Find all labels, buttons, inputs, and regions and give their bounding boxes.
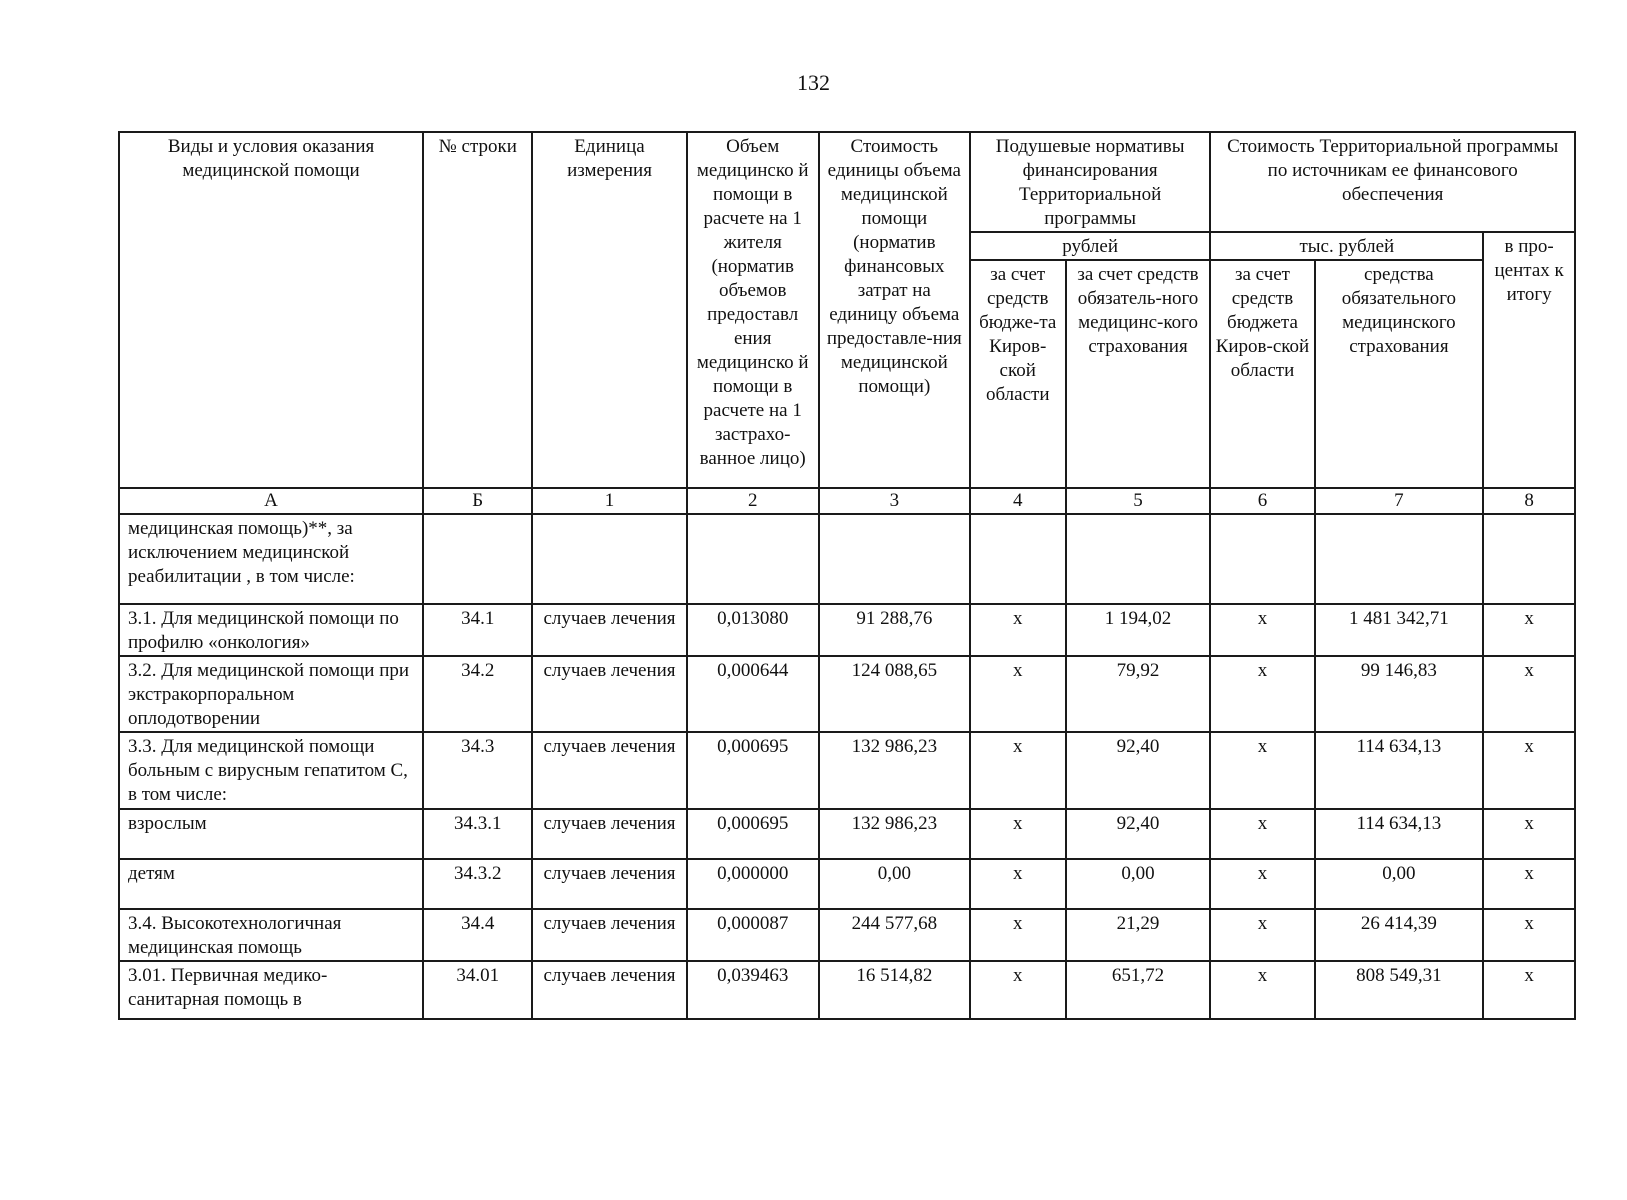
header-col-5: за счет средств обязатель-ного медицинс-кого страхования	[1066, 260, 1211, 488]
cell-oms-per-capita: 79,92	[1066, 656, 1211, 732]
cell-name: детям	[119, 859, 423, 909]
cell-oms-per-capita: 651,72	[1066, 961, 1211, 1019]
header-col-6: за счет средств бюджета Киров-ской области	[1210, 260, 1314, 488]
cell-budget-per-capita: х	[970, 961, 1066, 1019]
cell-oms-per-capita	[1066, 514, 1211, 604]
cell-budget-per-capita: х	[970, 604, 1066, 656]
table-row	[119, 604, 1575, 656]
cell-volume: 0,000644	[687, 656, 819, 732]
cell-oms-total: 114 634,13	[1315, 809, 1484, 859]
cell-line-number: 34.01	[423, 961, 532, 1019]
column-number: 4	[970, 488, 1066, 514]
cell-budget-total: х	[1210, 604, 1314, 656]
cell-budget-total: х	[1210, 909, 1314, 961]
cell-unit: случаев лечения	[532, 909, 686, 961]
cell-percent: х	[1483, 732, 1575, 809]
cell-name: 3.1. Для медицинской помощи по профилю «онкология»	[119, 604, 423, 656]
header-col-b: № строки	[423, 132, 532, 488]
cell-oms-total: 99 146,83	[1315, 656, 1484, 732]
header-col-4: за счет средств бюдже-та Киров-ской области	[970, 260, 1066, 488]
cell-percent: х	[1483, 604, 1575, 656]
table-row	[119, 514, 1575, 604]
cell-unit: случаев лечения	[532, 859, 686, 909]
cell-oms-per-capita: 21,29	[1066, 909, 1211, 961]
cell-oms-per-capita: 92,40	[1066, 732, 1211, 809]
cell-volume: 0,000695	[687, 809, 819, 859]
column-number: 7	[1315, 488, 1484, 514]
header-col-2: Объем медицинско й помощи в расчете на 1 жителя (норматив объемов предоставл ения медицинско й помощи в расчете на 1 застрахо-ванное лицо)	[687, 132, 819, 488]
header-col-3: Стоимость единицы объема медицинской помощи (норматив финансовых затрат на единицу объема предоставле-ния медицинской помощи)	[819, 132, 970, 488]
cell-unit-cost: 0,00	[819, 859, 970, 909]
cell-oms-total	[1315, 514, 1484, 604]
cell-line-number: 34.3.1	[423, 809, 532, 859]
cell-percent: х	[1483, 809, 1575, 859]
cell-percent: х	[1483, 859, 1575, 909]
cell-unit: случаев лечения	[532, 604, 686, 656]
cell-volume: 0,000087	[687, 909, 819, 961]
column-number: 3	[819, 488, 970, 514]
cell-budget-total: х	[1210, 961, 1314, 1019]
column-number: А	[119, 488, 423, 514]
column-number: Б	[423, 488, 532, 514]
cell-oms-per-capita: 0,00	[1066, 859, 1211, 909]
cell-budget-total: х	[1210, 732, 1314, 809]
table-row	[119, 961, 1575, 1019]
header-unit-thousand-rubles: тыс. рублей	[1210, 232, 1483, 260]
column-number: 1	[532, 488, 686, 514]
cell-unit: случаев лечения	[532, 961, 686, 1019]
cell-percent: х	[1483, 656, 1575, 732]
table-row	[119, 732, 1575, 809]
header-col-8: в про-центах к итогу	[1483, 232, 1575, 488]
cell-line-number: 34.1	[423, 604, 532, 656]
cell-volume	[687, 514, 819, 604]
cell-oms-total: 808 549,31	[1315, 961, 1484, 1019]
cell-name: 3.4. Высокотехнологичная медицинская помощь	[119, 909, 423, 961]
cell-percent: х	[1483, 909, 1575, 961]
cell-unit-cost	[819, 514, 970, 604]
header-group-cost: Стоимость Территориальной программы по источникам ее финансового обеспечения	[1210, 132, 1575, 232]
column-number: 6	[1210, 488, 1314, 514]
cell-unit-cost: 244 577,68	[819, 909, 970, 961]
cell-line-number	[423, 514, 532, 604]
cell-budget-per-capita: х	[970, 732, 1066, 809]
cell-name: 3.3. Для медицинской помощи больным с вирусным гепатитом С, в том числе:	[119, 732, 423, 809]
cell-oms-total: 1 481 342,71	[1315, 604, 1484, 656]
table-row	[119, 809, 1575, 859]
cell-name: 3.01. Первичная медико-санитарная помощь в	[119, 961, 423, 1019]
cell-volume: 0,000000	[687, 859, 819, 909]
page-number: 132	[797, 70, 830, 95]
cell-line-number: 34.3	[423, 732, 532, 809]
cell-unit-cost: 132 986,23	[819, 809, 970, 859]
cell-name: медицинская помощь)**, за исключением медицинской реабилитации , в том числе:	[119, 514, 423, 604]
header-col-7: средства обязательного медицинского страхования	[1315, 260, 1484, 488]
cell-budget-total: х	[1210, 656, 1314, 732]
table-row	[119, 909, 1575, 961]
cell-oms-total: 26 414,39	[1315, 909, 1484, 961]
cell-budget-per-capita: х	[970, 809, 1066, 859]
cell-unit	[532, 514, 686, 604]
cell-percent: х	[1483, 961, 1575, 1019]
cell-budget-per-capita	[970, 514, 1066, 604]
column-numbers-row	[119, 488, 1575, 514]
cell-volume: 0,000695	[687, 732, 819, 809]
cell-line-number: 34.3.2	[423, 859, 532, 909]
header-col-a: Виды и условия оказания медицинской помощи	[119, 132, 423, 488]
cell-line-number: 34.4	[423, 909, 532, 961]
financing-table	[118, 131, 1576, 1020]
cell-budget-total: х	[1210, 859, 1314, 909]
column-number: 5	[1066, 488, 1211, 514]
cell-unit-cost: 16 514,82	[819, 961, 970, 1019]
header-col-1: Единица измерения	[532, 132, 686, 488]
cell-volume: 0,013080	[687, 604, 819, 656]
column-number: 8	[1483, 488, 1575, 514]
table-body	[119, 514, 1575, 1019]
column-number: 2	[687, 488, 819, 514]
cell-oms-total: 114 634,13	[1315, 732, 1484, 809]
cell-budget-per-capita: х	[970, 859, 1066, 909]
cell-line-number: 34.2	[423, 656, 532, 732]
cell-percent	[1483, 514, 1575, 604]
cell-unit-cost: 124 088,65	[819, 656, 970, 732]
header-group-per-capita: Подушевые нормативы финансирования Территориальной программы	[970, 132, 1211, 232]
header-unit-rubles: рублей	[970, 232, 1211, 260]
table-row	[119, 656, 1575, 732]
cell-budget-total: х	[1210, 809, 1314, 859]
cell-name: взрослым	[119, 809, 423, 859]
cell-budget-per-capita: х	[970, 656, 1066, 732]
cell-unit: случаев лечения	[532, 809, 686, 859]
cell-volume: 0,039463	[687, 961, 819, 1019]
cell-oms-per-capita: 92,40	[1066, 809, 1211, 859]
cell-unit: случаев лечения	[532, 656, 686, 732]
table-row	[119, 859, 1575, 909]
cell-budget-per-capita: х	[970, 909, 1066, 961]
cell-budget-total	[1210, 514, 1314, 604]
cell-unit: случаев лечения	[532, 732, 686, 809]
cell-oms-total: 0,00	[1315, 859, 1484, 909]
cell-name: 3.2. Для медицинской помощи при экстракорпоральном оплодотворении	[119, 656, 423, 732]
cell-unit-cost: 91 288,76	[819, 604, 970, 656]
cell-oms-per-capita: 1 194,02	[1066, 604, 1211, 656]
cell-unit-cost: 132 986,23	[819, 732, 970, 809]
